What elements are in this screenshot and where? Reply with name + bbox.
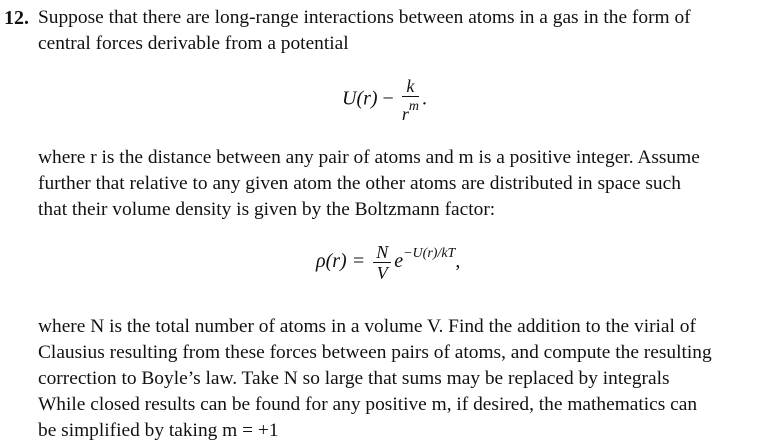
problem-intro: [38, 5, 772, 57]
text-line: be simplified by taking m = +1: [38, 420, 279, 441]
equation-relation: −: [382, 87, 394, 110]
text-line: where r is the distance between any pair of atoms and m is a positive integer. Assume: [38, 147, 700, 168]
text-line: correction to Boyle’s law. Take N so large that sums may be replaced by integrals: [38, 368, 670, 389]
text-line: further that relative to any given atom the other atoms are distributed in space such: [38, 173, 681, 194]
text-line: While closed results can be found for any positive m, if desired, the mathematics can: [38, 394, 698, 415]
problem-task: [38, 314, 772, 444]
text-line: central forces derivable from a potential: [38, 33, 349, 54]
denominator-base: r: [401, 104, 409, 124]
denominator-exponent: m: [408, 99, 419, 114]
problem-number: 12.: [4, 7, 29, 29]
equation-lhs: ρ(r) =: [316, 250, 366, 273]
text-line: where N is the total number of atoms in a volume V. Find the addition to the virial of: [38, 316, 696, 337]
problem-assumption: [38, 145, 772, 223]
equation-fraction: [373, 242, 391, 283]
fraction-numerator: N: [373, 242, 391, 263]
text-line: that their volume density is given by the Boltzmann factor:: [38, 199, 496, 220]
equation-tail: ,: [455, 250, 461, 273]
fraction-denominator: V: [376, 263, 388, 283]
exponential-exponent: −U(r)/kT: [403, 246, 456, 262]
potential-equation: [342, 76, 427, 124]
text-line: Suppose that there are long-range interactions between atoms in a gas in the form of: [38, 7, 691, 28]
fraction-denominator: [402, 97, 419, 124]
equation-lhs: U(r): [342, 87, 378, 110]
exponential-base: e: [394, 250, 404, 273]
text-line: Clausius resulting from these forces between pairs of atoms, and compute the resulting: [38, 342, 712, 363]
equation-tail: .: [421, 87, 427, 110]
equation-fraction: [402, 76, 419, 124]
density-equation: [316, 242, 460, 283]
fraction-numerator: k: [402, 76, 419, 97]
